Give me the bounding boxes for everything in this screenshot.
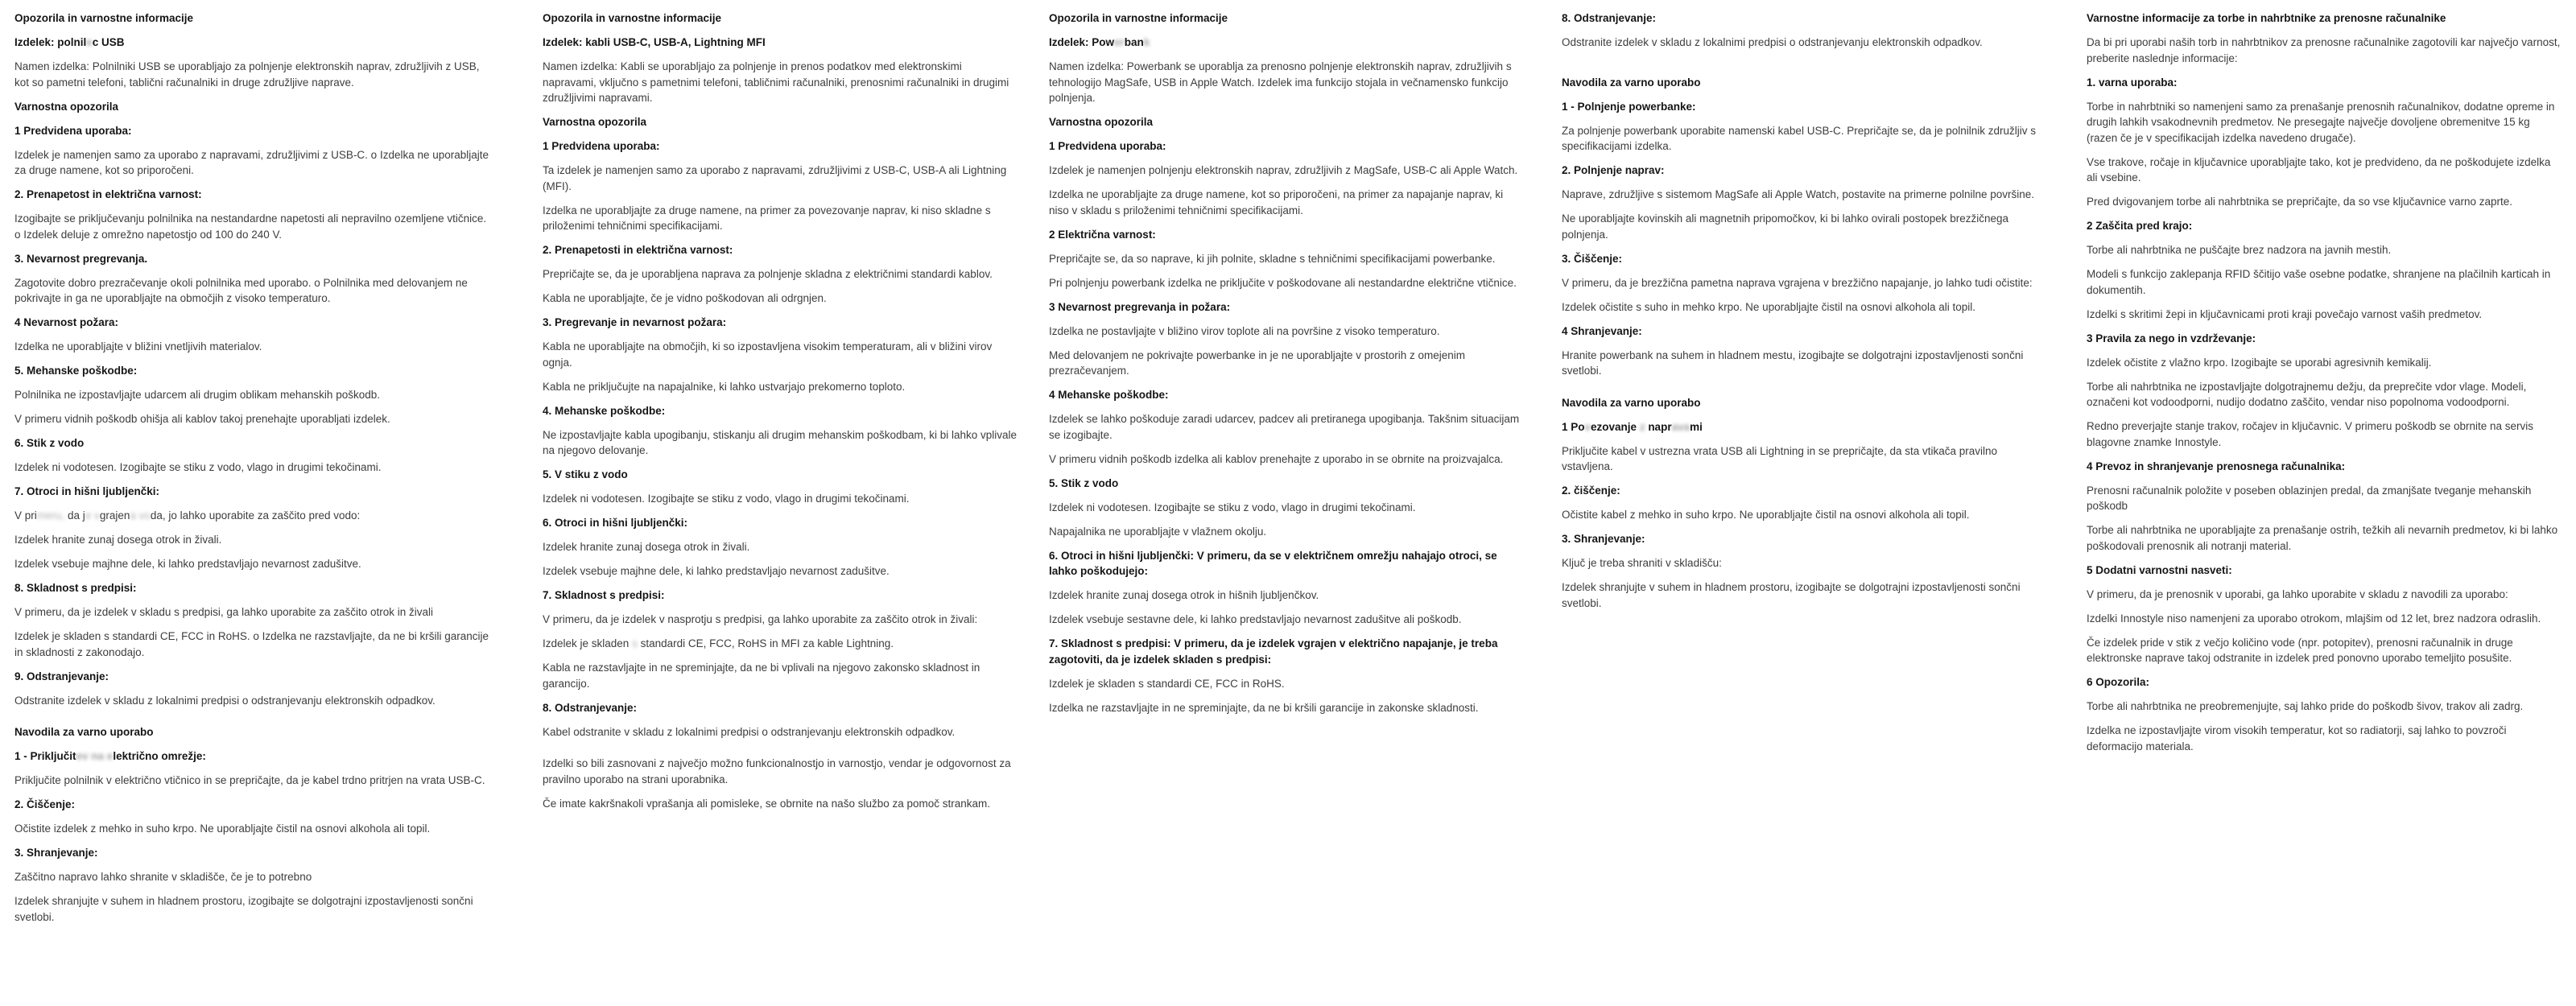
body-paragraph: Če izdelek pride v stik z večjo količino vode (npr. potopitev), prenosni računalnik in druge elektronske naprave takoj odstranite in izdelek pred ponovno uporabo temeljito posušite.	[2087, 636, 2513, 664]
body-paragraph: Izdelek shranjujte v suhem in hladnem prostoru, izogibajte se dolgotrajni izpostavljenosti sončni svetlobi.	[1562, 581, 2021, 609]
body-paragraph: Da bi pri uporabi naših torb in nahrbtnikov za prenosne računalnike zagotovili kar največjo varnost, preberite naslednje informacije:	[2087, 36, 2561, 64]
body-paragraph: Modeli s funkcijo zaklepanja RFID ščitijo vaše osebne podatke, shranjene na plačilnih karticah in dokumentih.	[2087, 268, 2551, 296]
section-heading: 7. Otroci in hišni ljubljenčki:	[14, 485, 160, 497]
body-paragraph: Namen izdelka: Kabli se uporabljajo za polnjenje in prenos podatkov med elektronskimi napravami, vključno s pametnimi telefoni, tabličnimi računalniki, prenosnimi računalniki in drugimi združljivimi napravami.	[543, 60, 1009, 104]
body-paragraph: Izdelki s skritimi žepi in ključavnicami proti kraji povečajo varnost vaših predmetov.	[2087, 307, 2483, 320]
section-heading: 1 - Polnjenje powerbanke:	[1562, 100, 1696, 113]
smudged-text: a vo	[130, 509, 151, 522]
smudged-text: e	[86, 36, 93, 48]
body-paragraph: Izdelka ne uporabljajte v bližini vnetljivih materialov.	[14, 340, 262, 353]
body-paragraph: Namen izdelka: Polnilniki USB se uporabljajo za polnjenje elektronskih naprav, združljivih z USB, kot so pametni telefoni, tablični računalniki in druge združljive naprave.	[14, 60, 480, 89]
body-paragraph: Torbe ali nahrbtnika ne izpostavljajte dolgotrajnemu dežju, da preprečite vdor vlage. Modeli, označeni kot vodoodporni, nudijo dodatno zaščito, vendar niso popolnoma vodoodporni.	[2087, 380, 2527, 408]
section-heading: 5. V stiku z vodo	[543, 468, 628, 480]
body-paragraph: Torbe ali nahrbtnika ne puščajte brez nadzora na javnih mestih.	[2087, 244, 2392, 256]
section-heading: 7. Skladnost s predpisi: V primeru, da je izdelek vgrajen v električno napajanje, je treba zagotoviti, da je izdelek skladen s predpisi:	[1049, 637, 1498, 666]
section-heading: 1 Predvidena uporaba:	[543, 140, 660, 152]
text-run: ban	[1124, 36, 1144, 48]
section-heading: 5. Stik z vodo	[1049, 476, 1119, 489]
body-paragraph: Kabla ne uporabljajte na območjih, ki so izpostavljena visokim temperaturam, ali v bližini virov ognja.	[543, 340, 993, 369]
section-heading: 5. Mehanske poškodbe:	[14, 365, 138, 377]
section-heading: 4 Prevoz in shranjevanje prenosnega računalnika:	[2087, 460, 2346, 472]
section-heading: 4 Shranjevanje:	[1562, 324, 1642, 337]
section-heading: 1 Predvidena uporaba:	[1049, 140, 1166, 152]
text-run: grajen	[99, 509, 130, 522]
body-paragraph: Namen izdelka: Powerbank se uporablja za prenosno polnjenje elektronskih naprav, združljivih s tehnologijo MagSafe, USB in Apple Watch. Izdelek ima funkcijo stojala in večnamensko funkcijo polnjenja.	[1049, 60, 1512, 104]
section-heading: Opozorila in varnostne informacije	[543, 12, 722, 24]
text-column-3	[1049, 10, 1524, 724]
body-paragraph: Ne uporabljajte kovinskih ali magnetnih pripomočkov, ki bi lahko ovirali postopek brezžičnega polnjenja.	[1562, 212, 2009, 241]
body-paragraph: Izdelek vsebuje majhne dele, ki lahko predstavljajo nevarnost zadušitve.	[543, 565, 890, 577]
body-paragraph: V primeru vidnih poškodb ohišja ali kablov takoj prenehajte uporabljati izdelek.	[14, 413, 390, 425]
smudged-text: meru,	[36, 509, 65, 522]
section-heading: 4. Mehanske poškodbe:	[543, 404, 666, 417]
text-column-2	[543, 10, 1018, 820]
body-paragraph: Izdelek hranite zunaj dosega otrok in živali.	[14, 534, 222, 546]
body-paragraph: Odstranite izdelek v skladu z lokalnimi predpisi o odstranjevanju elektronskih odpadkov.	[1562, 36, 1983, 48]
body-paragraph: Polnilnika ne izpostavljajte udarcem ali drugim oblikam mehanskih poškodb.	[14, 389, 380, 401]
text-run: 1 Po	[1562, 420, 1585, 433]
body-paragraph: Izdelek je namenjen samo za uporabo z napravami, združljivimi z USB-C. o Izdelka ne uporabljajte za druge namene, kot so priporočeni.	[14, 148, 489, 176]
section-heading: 2. Prenapetost in električna varnost:	[14, 188, 202, 200]
body-paragraph: Izdelek očistite z vlažno krpo. Izogibajte se uporabi agresivnih kemikalij.	[2087, 356, 2432, 369]
body-paragraph: Izdelek shranjujte v suhem in hladnem prostoru, izogibajte se dolgotrajni izpostavljenosti sončni svetlobi.	[14, 895, 473, 923]
body-paragraph: Redno preverjajte stanje trakov, ročajev in ključavnic. V primeru poškodb se obrnite na servis blagovne znamke Innostyle.	[2087, 420, 2534, 448]
body-paragraph: Izdelki so bili zasnovani z največjo možno funkcionalnostjo in varnostjo, vendar je odgovornost za pravilno uporabo na strani uporabnika.	[543, 757, 1011, 785]
section-heading: 6 Opozorila:	[2087, 676, 2150, 688]
body-paragraph: Izdelka ne izpostavljajte virom visokih temperatur, kot so radiatorji, saj lahko to povzroči deformacijo materiala.	[2087, 724, 2507, 752]
body-paragraph	[543, 636, 1018, 652]
section-heading: 2. Prenapetosti in električna varnost:	[543, 244, 733, 256]
text-run: Izdelek: polnil	[14, 36, 87, 48]
body-paragraph: V primeru vidnih poškodb izdelka ali kablov prenehajte z uporabo in se obrnite na proizvajalca.	[1049, 452, 1504, 465]
section-heading: 2. čiščenje:	[1562, 484, 1620, 497]
section-heading: Navodila za varno uporabo	[1562, 396, 1701, 409]
text-run: da j	[64, 509, 85, 522]
body-paragraph: Torbe ali nahrbtnika ne uporabljajte za prenašanje ostrih, težkih ali nevarnih predmetov, ki bi lahko poškodovali prenosnik ali notranji material.	[2087, 524, 2558, 552]
body-paragraph: Izdelek se lahko poškoduje zaradi udarcev, padcev ali pretiranega upogibanja. Takšnim situacijam se izogibajte.	[1049, 413, 1520, 441]
body-paragraph: Izdelek hranite zunaj dosega otrok in živali.	[543, 541, 750, 553]
section-heading	[14, 748, 489, 765]
body-paragraph: Prepričajte se, da je uporabljena naprava za polnjenje skladna z električnimi standardi kablov.	[543, 268, 993, 280]
body-paragraph: Vse trakove, ročaje in ključavnice uporabljajte tako, kot je predvideno, da ne poškodujete izdelka ali vsebine.	[2087, 155, 2551, 183]
body-paragraph: Kabla ne razstavljajte in ne spreminjajte, da ne bi vplivali na njegovo zakonsko skladnost in garancijo.	[543, 662, 980, 690]
section-heading: 8. Odstranjevanje:	[543, 701, 638, 714]
section-heading: 3. Nevarnost pregrevanja.	[14, 252, 148, 265]
text-run: lektrično omrežje:	[113, 750, 206, 762]
text-run: mi	[1690, 420, 1703, 433]
section-heading: 3. Shranjevanje:	[14, 847, 98, 859]
body-paragraph: Izdelek hranite zunaj dosega otrok in hišnih ljubljenčkov.	[1049, 589, 1319, 601]
body-paragraph: Kabel odstranite v skladu z lokalnimi predpisi o odstranjevanju elektronskih odpadkov.	[543, 725, 956, 738]
section-heading: 3. Čiščenje:	[1562, 252, 1623, 265]
body-paragraph: Izdelek je skladen s standardi CE, FCC in RoHS. o Izdelka ne razstavljajte, da ne bi kršili garancije in skladnosti z zakonodajo.	[14, 630, 489, 658]
body-paragraph: Izdelek vsebuje majhne dele, ki lahko predstavljajo nevarnost zadušitve.	[14, 558, 361, 570]
section-heading	[14, 35, 489, 51]
section-heading: 6. Otroci in hišni ljubljenčki: V primeru, da se v električnem omrežju nahajajo otroci, se lahko poškodujejo:	[1049, 549, 1497, 577]
section-heading: Opozorila in varnostne informacije	[1049, 12, 1228, 24]
text-run: 1 - Priključit	[14, 750, 76, 762]
body-paragraph: V primeru, da je izdelek v skladu s predpisi, ga lahko uporabite za zaščito otrok in živali	[14, 606, 434, 618]
body-paragraph: Očistite kabel z mehko in suho krpo. Ne uporabljajte čistil na osnovi alkohola ali topil.	[1562, 509, 1970, 521]
section-heading: 5 Dodatni varnostni nasveti:	[2087, 563, 2232, 576]
body-paragraph: Ne izpostavljajte kabla upogibanju, stiskanju ali drugim mehanskim poškodbam, ki bi lahko vplivale na njegovo delovanje.	[543, 428, 1018, 456]
text-column-1	[14, 10, 489, 934]
section-heading: 2 Zaščita pred krajo:	[2087, 220, 2193, 232]
body-paragraph: Izdelek očistite s suho in mehko krpo. Ne uporabljajte čistil na osnovi alkohola ali topil.	[1562, 300, 1976, 313]
section-heading: 3 Pravila za nego in vzdrževanje:	[2087, 332, 2256, 344]
text-run: Izdelek: Pow	[1049, 36, 1115, 48]
body-paragraph: Izdelek ni vodotesen. Izogibajte se stiku z vodo, vlago in drugimi tekočinami.	[1049, 501, 1416, 513]
body-paragraph: Izdelek ni vodotesen. Izogibajte se stiku z vodo, vlago in drugimi tekočinami.	[14, 461, 382, 473]
body-paragraph: Prepričajte se, da so naprave, ki jih polnite, skladne s tehničnimi specifikacijami powerbanke.	[1049, 252, 1496, 265]
body-paragraph: Izdelki Innostyle niso namenjeni za uporabo otrokom, mlajšim od 12 let, brez nadzora odraslih.	[2087, 612, 2541, 625]
section-heading: Varnostna opozorila	[543, 116, 647, 128]
body-paragraph: Očistite izdelek z mehko in suho krpo. Ne uporabljajte čistil na osnovi alkohola ali topil.	[14, 823, 431, 835]
body-paragraph: Izdelka ne razstavljajte in ne spreminjajte, da ne bi kršili garancije in zakonske skladnosti.	[1049, 701, 1479, 714]
section-heading: 2. Čiščenje:	[14, 798, 76, 810]
section-heading: 4 Mehanske poškodbe:	[1049, 389, 1169, 401]
section-heading: 3. Shranjevanje:	[1562, 533, 1645, 545]
text-run: napr	[1645, 420, 1672, 433]
body-paragraph: Odstranite izdelek v skladu z lokalnimi predpisi o odstranjevanju elektronskih odpadkov.	[14, 694, 436, 707]
section-heading	[1049, 35, 1524, 51]
body-paragraph: Prenosni računalnik položite v poseben oblazinjen predal, da zmanjšate tveganje mehanskih poškodb	[2087, 484, 2532, 512]
smudged-text: k	[1143, 36, 1150, 48]
smudged-text: v	[1584, 420, 1591, 433]
text-run: V pri	[14, 509, 37, 522]
section-heading	[1562, 419, 2037, 435]
text-run: c USB	[92, 36, 125, 48]
body-paragraph	[14, 508, 489, 524]
body-paragraph: Izdelek je skladen s standardi CE, FCC in RoHS.	[1049, 677, 1285, 690]
body-paragraph: Med delovanjem ne pokrivajte powerbanke in je ne uporabljajte v prostorih z omejenim prezračevanjem.	[1049, 348, 1466, 377]
smudged-text: e v	[85, 509, 100, 522]
body-paragraph: V primeru, da je prenosnik v uporabi, ga lahko uporabite v skladu z navodili za uporabo:	[2087, 588, 2508, 600]
section-heading: 8. Skladnost s predpisi:	[14, 582, 137, 594]
section-heading: 3. Pregrevanje in nevarnost požara:	[543, 316, 727, 328]
text-run: ezovanje	[1591, 420, 1640, 433]
smudged-text: er	[1114, 36, 1125, 48]
section-heading: 1. varna uporaba:	[2087, 76, 2178, 89]
body-paragraph: Ključ je treba shraniti v skladišču:	[1562, 557, 1722, 569]
body-paragraph: Izogibajte se priključevanju polnilnika na nestandardne napetosti ali nepravilno ozemljene vtičnice. o Izdelek deluje z omrežno napetostjo od 100 do 240 V.	[14, 212, 487, 241]
section-heading: Opozorila in varnostne informacije	[14, 12, 194, 24]
section-heading: 7. Skladnost s predpisi:	[543, 589, 665, 601]
section-heading: Izdelek: kabli USB-C, USB-A, Lightning MFI	[543, 36, 766, 48]
section-heading: 4 Nevarnost požara:	[14, 316, 119, 328]
text-run: Izdelek je skladen	[543, 637, 630, 649]
text-run: standardi CE, FCC, RoHS in MFI za kable Lightning.	[640, 637, 894, 649]
section-heading: 1 Predvidena uporaba:	[14, 124, 132, 137]
section-heading: 6. Otroci in hišni ljubljenčki:	[543, 517, 688, 529]
section-heading: Navodila za varno uporabo	[1562, 76, 1701, 89]
section-heading: 8. Odstranjevanje:	[1562, 12, 1657, 24]
body-paragraph: V primeru, da je brezžična pametna naprava vgrajena v brezžično napajanje, jo lahko tudi očistite:	[1562, 276, 2033, 289]
smudged-text: z	[1639, 420, 1645, 433]
section-heading: Varnostne informacije za torbe in nahrbtnike za prenosne računalnike	[2087, 12, 2446, 24]
body-paragraph: Zagotovite dobro prezračevanje okoli polnilnika med uporabo. o Polnilnika med delovanjem ne pokrivajte in ga ne uporabljajte na območjih z visoko temperaturo.	[14, 276, 468, 304]
body-paragraph: Priključite polnilnik v električno vtičnico in se prepričajte, da je kabel trdno pritrjen na vrata USB-C.	[14, 774, 485, 786]
body-paragraph: Torbe in nahrbtniki so namenjeni samo za prenašanje prenosnih računalnikov, dodatne opreme in drugih lahkih vsakodnevnih predmetov. Ne presegajte največje dovoljene obremenitve 15 kg (razen če je v specifikacijah izdelka navedeno drugače).	[2087, 100, 2555, 144]
body-paragraph: Izdelek je namenjen polnjenju elektronskih naprav, združljivih z MagSafe, USB-C ali Apple Watch.	[1049, 164, 1518, 176]
body-paragraph: Izdelka ne uporabljajte za druge namene, kot so priporočeni, na primer za napajanje naprav, ki niso v skladu s priloženimi tehničnimi specifikacijami.	[1049, 188, 1504, 216]
body-paragraph: Naprave, združljive s sistemom MagSafe ali Apple Watch, postavite na primerne polnilne površine.	[1562, 188, 2035, 200]
body-paragraph: Izdelka ne postavljajte v bližino virov toplote ali na površine z visoko temperaturo.	[1049, 324, 1440, 337]
body-paragraph: Hranite powerbank na suhem in hladnem mestu, izogibajte se dolgotrajni izpostavljenosti sončni svetlobi.	[1562, 348, 2024, 377]
section-heading: Varnostna opozorila	[14, 100, 119, 113]
body-paragraph: Napajalnika ne uporabljajte v vlažnem okolju.	[1049, 525, 1267, 538]
body-paragraph: Ta izdelek je namenjen samo za uporabo z napravami, združljivimi z USB-C, USB-A ali Lightning (MFI).	[543, 164, 1007, 192]
text-column-4	[1562, 10, 2037, 620]
section-heading: Varnostna opozorila	[1049, 116, 1154, 128]
section-heading: 2. Polnjenje naprav:	[1562, 164, 1665, 176]
body-paragraph: Kabla ne uporabljajte, če je vidno poškodovan ali odrgnjen.	[543, 292, 827, 304]
section-heading: Navodila za varno uporabo	[14, 726, 154, 738]
body-paragraph: Torbe ali nahrbtnika ne preobremenjujte, saj lahko pride do poškodb šivov, trakov ali zadrg.	[2087, 700, 2524, 712]
smudged-text: ev na e	[76, 750, 114, 762]
section-heading: 3 Nevarnost pregrevanja in požara:	[1049, 300, 1231, 313]
body-paragraph: Izdelek ni vodotesen. Izogibajte se stiku z vodo, vlago in drugimi tekočinami.	[543, 493, 910, 505]
body-paragraph: Pri polnjenju powerbank izdelka ne priključite v poškodovane ali nestandardne električne vtičnice.	[1049, 276, 1517, 289]
text-column-5	[2087, 10, 2562, 763]
body-paragraph: Izdelek vsebuje sestavne dele, ki lahko predstavljajo nevarnost zadušitve ali poškodb.	[1049, 613, 1462, 625]
smudged-text: s	[629, 637, 641, 649]
body-paragraph: Priključite kabel v ustrezna vrata USB ali Lightning in se prepričajte, da sta vtikača pravilno vstavljena.	[1562, 444, 1998, 472]
body-paragraph: Zaščitno napravo lahko shranite v skladišče, če je to potrebno	[14, 871, 312, 883]
section-heading: 2 Električna varnost:	[1049, 228, 1156, 241]
body-paragraph: Izdelka ne uporabljajte za druge namene, na primer za povezovanje naprav, ki niso skladne s priloženimi tehničnimi specifikacijami.	[543, 204, 991, 232]
body-paragraph: Če imate kakršnakoli vprašanja ali pomisleke, se obrnite na našo službo za pomoč strankam.	[543, 797, 991, 810]
text-run: da, jo lahko uporabite za zaščito pred vodo:	[150, 509, 361, 522]
smudged-text: ava	[1671, 420, 1690, 433]
section-heading: 6. Stik z vodo	[14, 437, 85, 449]
body-paragraph: Pred dvigovanjem torbe ali nahrbtnika se prepričajte, da so vse ključavnice varno zaprte.	[2087, 196, 2513, 208]
body-paragraph: Kabla ne priključujte na napajalnike, ki lahko ustvarjajo prekomerno toploto.	[543, 380, 906, 393]
body-paragraph: V primeru, da je izdelek v nasprotju s predpisi, ga lahko uporabite za zaščito otrok in živali:	[543, 613, 978, 625]
section-heading: 9. Odstranjevanje:	[14, 670, 109, 682]
body-paragraph: Za polnjenje powerbank uporabite namenski kabel USB-C. Prepričajte se, da je polnilnik združljiv s specifikacijami izdelka.	[1562, 124, 2037, 152]
